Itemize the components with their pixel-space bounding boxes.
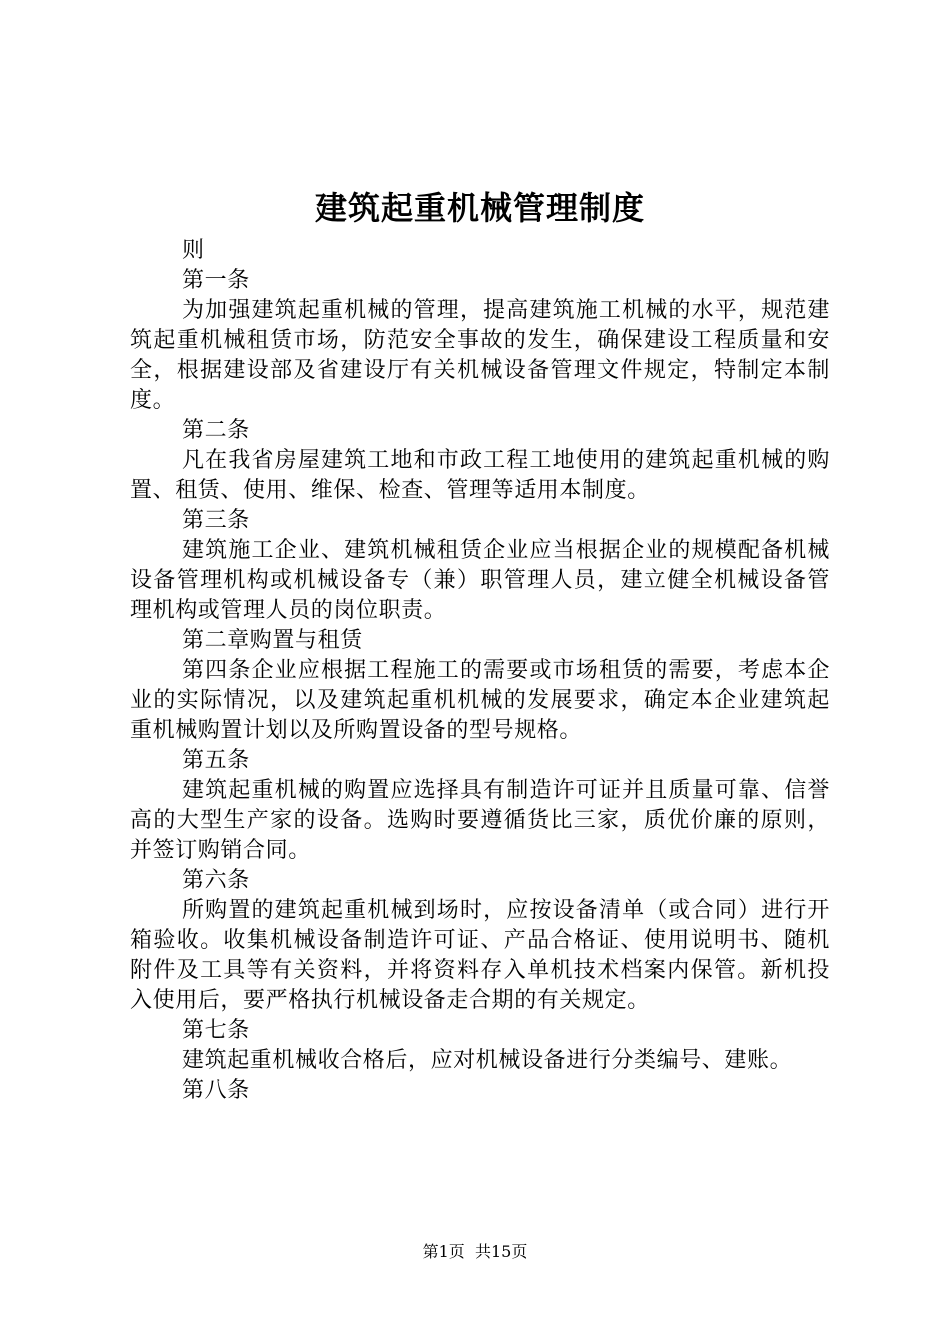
- article-7-heading: 第七条: [182, 1018, 250, 1043]
- article-5-heading: 第五条: [182, 748, 250, 773]
- article-1-heading: 第一条: [182, 268, 250, 293]
- article-3-heading: 第三条: [182, 508, 250, 533]
- page-total: 共15页: [474, 1242, 528, 1261]
- article-2-heading: 第二条: [182, 418, 250, 443]
- article-6-text: 所购置的建筑起重机械到场时，应按设备清单（或合同）进行开箱验收。收集机械设备制造许可证、产品合格证、使用说明书、随机附件及工具等有关资料，并将资料存入单机技术档案内保管。新机投入使用后，要严格执行机械设备走合期的有关规定。: [130, 898, 830, 1013]
- article-1-text: 为加强建筑起重机械的管理，提高建筑施工机械的水平，规范建筑起重机械租赁市场，防范安全事故的发生，确保建设工程质量和安全，根据建设部及省建设厅有关机械设备管理文件规定，特制定本制度。: [130, 298, 830, 413]
- chapter-2-heading: 第二章购置与租赁: [182, 628, 363, 653]
- article-4-text: 第四条企业应根据工程施工的需要或市场租赁的需要，考虑本企业的实际情况，以及建筑起重机机械的发展要求，确定本企业建筑起重机械购置计划以及所购置设备的型号规格。: [130, 658, 830, 743]
- page-footer: [0, 1240, 950, 1264]
- article-6-heading: 第六条: [182, 868, 250, 893]
- document-body: [130, 236, 830, 1106]
- article-7-text: 建筑起重机械收合格后，应对机械设备进行分类编号、建账。: [182, 1048, 793, 1073]
- article-3-text: 建筑施工企业、建筑机械租赁企业应当根据企业的规模配备机械设备管理机构或机械设备专（兼）职管理人员，建立健全机械设备管理机构或管理人员的岗位职责。: [130, 538, 830, 623]
- article-2-text: 凡在我省房屋建筑工地和市政工程工地使用的建筑起重机械的购置、租赁、使用、维保、检查、管理等适用本制度。: [130, 448, 830, 503]
- document-title: 建筑起重机械管理制度: [314, 189, 645, 227]
- article-8-heading: 第八条: [182, 1078, 250, 1103]
- paragraph-heading-ze: 则: [182, 238, 205, 263]
- article-5-text: 建筑起重机械的购置应选择具有制造许可证并且质量可靠、信誉高的大型生产家的设备。选购时要遵循货比三家，质优价廉的原则，并签订购销合同。: [130, 778, 830, 863]
- page-number: 第1页: [422, 1242, 465, 1261]
- footer-spacer: [465, 1242, 475, 1261]
